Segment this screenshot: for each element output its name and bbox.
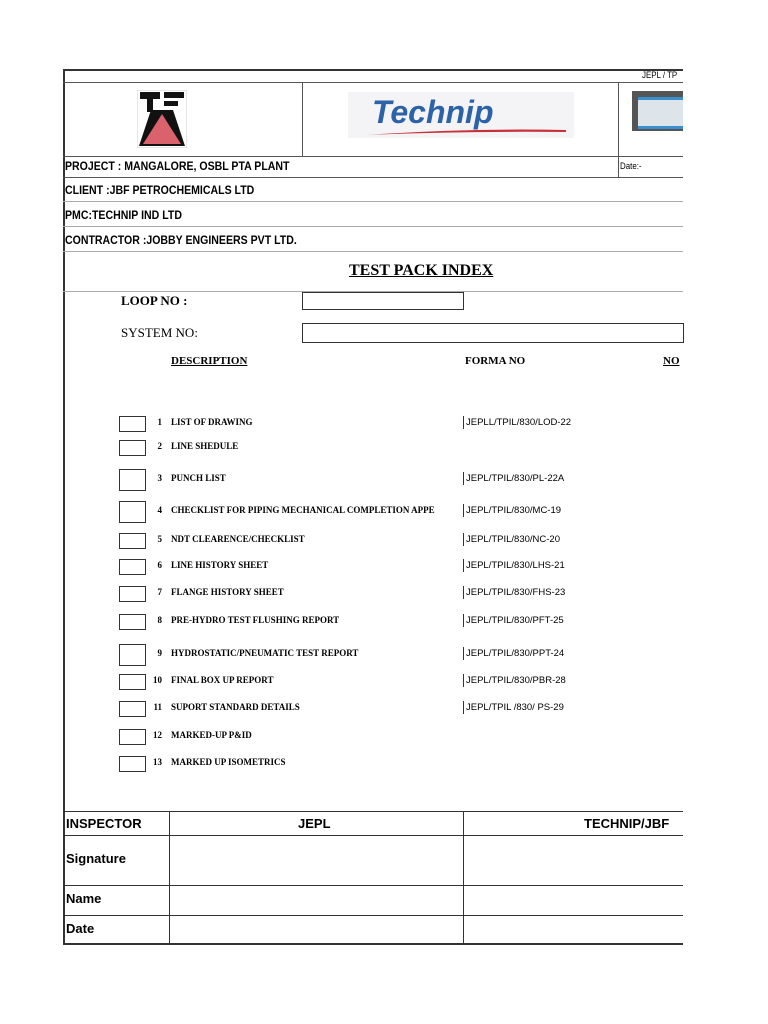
item-description: SUPORT STANDARD DETAILS [171, 702, 300, 712]
divider [63, 251, 683, 252]
divider [63, 69, 683, 71]
item-number: 8 [157, 615, 162, 625]
item-form-no: JEPL/TPIL/830/MC-19 [463, 504, 561, 517]
doc-ref: JEPL / TP [641, 70, 678, 80]
divider [63, 156, 683, 157]
item-form-no: JEPL/TPIL/830/PFT-25 [463, 614, 564, 627]
item-form-no: JEPL/TPIL/830/FHS-23 [463, 586, 565, 599]
divider [63, 201, 683, 202]
item-description: MARKED UP ISOMETRICS [171, 757, 286, 767]
divider [63, 835, 683, 836]
page-title: TEST PACK INDEX [349, 262, 494, 279]
item-checkbox[interactable] [119, 729, 146, 745]
item-form-no: JEPL/TPIL/830/PPT-24 [463, 647, 564, 660]
item-checkbox[interactable] [119, 533, 146, 549]
item-description: LINE SHEDULE [171, 441, 239, 451]
loop-no-input[interactable] [302, 292, 464, 310]
item-description: FLANGE HISTORY SHEET [171, 587, 284, 597]
item-checkbox[interactable] [119, 674, 146, 690]
item-form-no: JEPL/TPIL/830/PL-22A [463, 472, 564, 485]
divider [169, 811, 170, 944]
divider [302, 82, 303, 156]
system-no-input[interactable] [302, 323, 684, 343]
item-checkbox[interactable] [119, 586, 146, 602]
item-number: 12 [153, 730, 162, 740]
item-checkbox[interactable] [119, 440, 146, 456]
item-description: LINE HISTORY SHEET [171, 560, 269, 570]
item-number: 3 [157, 473, 162, 483]
forma-no-header: FORMA NO [465, 355, 526, 367]
contractor-label: CONTRACTOR :JOBBY ENGINEERS PVT LTD. [65, 233, 297, 247]
item-description: MARKED-UP P&ID [171, 730, 252, 740]
system-no-label: SYSTEM NO: [121, 325, 198, 340]
item-description: CHECKLIST FOR PIPING MECHANICAL COMPLETION APPE [171, 505, 435, 515]
item-form-no: JEPLL/TPIL/830/LOD-22 [463, 416, 571, 429]
name-label: Name [66, 891, 102, 906]
divider [618, 82, 619, 177]
item-checkbox[interactable] [119, 614, 146, 630]
item-description: LIST OF DRAWING [171, 417, 253, 427]
item-checkbox[interactable] [119, 559, 146, 575]
item-checkbox[interactable] [119, 469, 146, 491]
divider [63, 915, 683, 916]
jepl-header: JEPL [298, 816, 331, 831]
pmc-label: PMC:TECHNIP IND LTD [65, 208, 182, 222]
item-form-no: JEPL/TPIL/830/NC-20 [463, 533, 560, 546]
item-form-no: JEPL/TPIL /830/ PS-29 [463, 701, 564, 714]
divider [63, 885, 683, 886]
technip-jbf-header: TECHNIP/JBF [584, 816, 670, 831]
contractor-logo [632, 91, 683, 131]
item-description: PUNCH LIST [171, 473, 226, 483]
project-label: PROJECT : MANGALORE, OSBL PTA PLANT [65, 159, 290, 173]
item-number: 6 [157, 560, 162, 570]
technip-logo: Technip [348, 92, 574, 138]
item-checkbox[interactable] [119, 644, 146, 666]
no-header: NO [663, 355, 680, 367]
item-number: 1 [157, 417, 162, 427]
loop-no-label: LOOP NO : [121, 293, 188, 308]
item-description: HYDROSTATIC/PNEUMATIC TEST REPORT [171, 648, 359, 658]
jbf-logo [137, 90, 187, 148]
item-checkbox[interactable] [119, 501, 146, 523]
divider [463, 811, 464, 944]
item-number: 7 [157, 587, 162, 597]
item-form-no: JEPL/TPIL/830/LHS-21 [463, 559, 565, 572]
date-row-label: Date [66, 921, 95, 936]
item-number: 13 [153, 757, 162, 767]
signature-label: Signature [66, 851, 126, 866]
item-number: 11 [153, 702, 162, 712]
date-label: Date:- [620, 161, 642, 171]
item-checkbox[interactable] [119, 756, 146, 772]
item-number: 9 [157, 648, 162, 658]
item-description: PRE-HYDRO TEST FLUSHING REPORT [171, 615, 340, 625]
item-number: 5 [157, 534, 162, 544]
divider [63, 811, 683, 812]
item-checkbox[interactable] [119, 416, 146, 432]
item-form-no: JEPL/TPIL/830/PBR-28 [463, 674, 566, 687]
inspector-header: INSPECTOR [66, 816, 142, 831]
item-description: FINAL BOX UP REPORT [171, 675, 274, 685]
item-number: 10 [153, 675, 162, 685]
divider [63, 943, 683, 945]
divider [63, 177, 683, 178]
item-checkbox[interactable] [119, 701, 146, 717]
divider [63, 226, 683, 227]
client-label: CLIENT :JBF PETROCHEMICALS LTD [65, 183, 255, 197]
item-number: 2 [157, 441, 162, 451]
description-header: DESCRIPTION [171, 355, 248, 367]
item-description: NDT CLEARENCE/CHECKLIST [171, 534, 305, 544]
item-number: 4 [157, 505, 162, 515]
divider [63, 82, 683, 83]
